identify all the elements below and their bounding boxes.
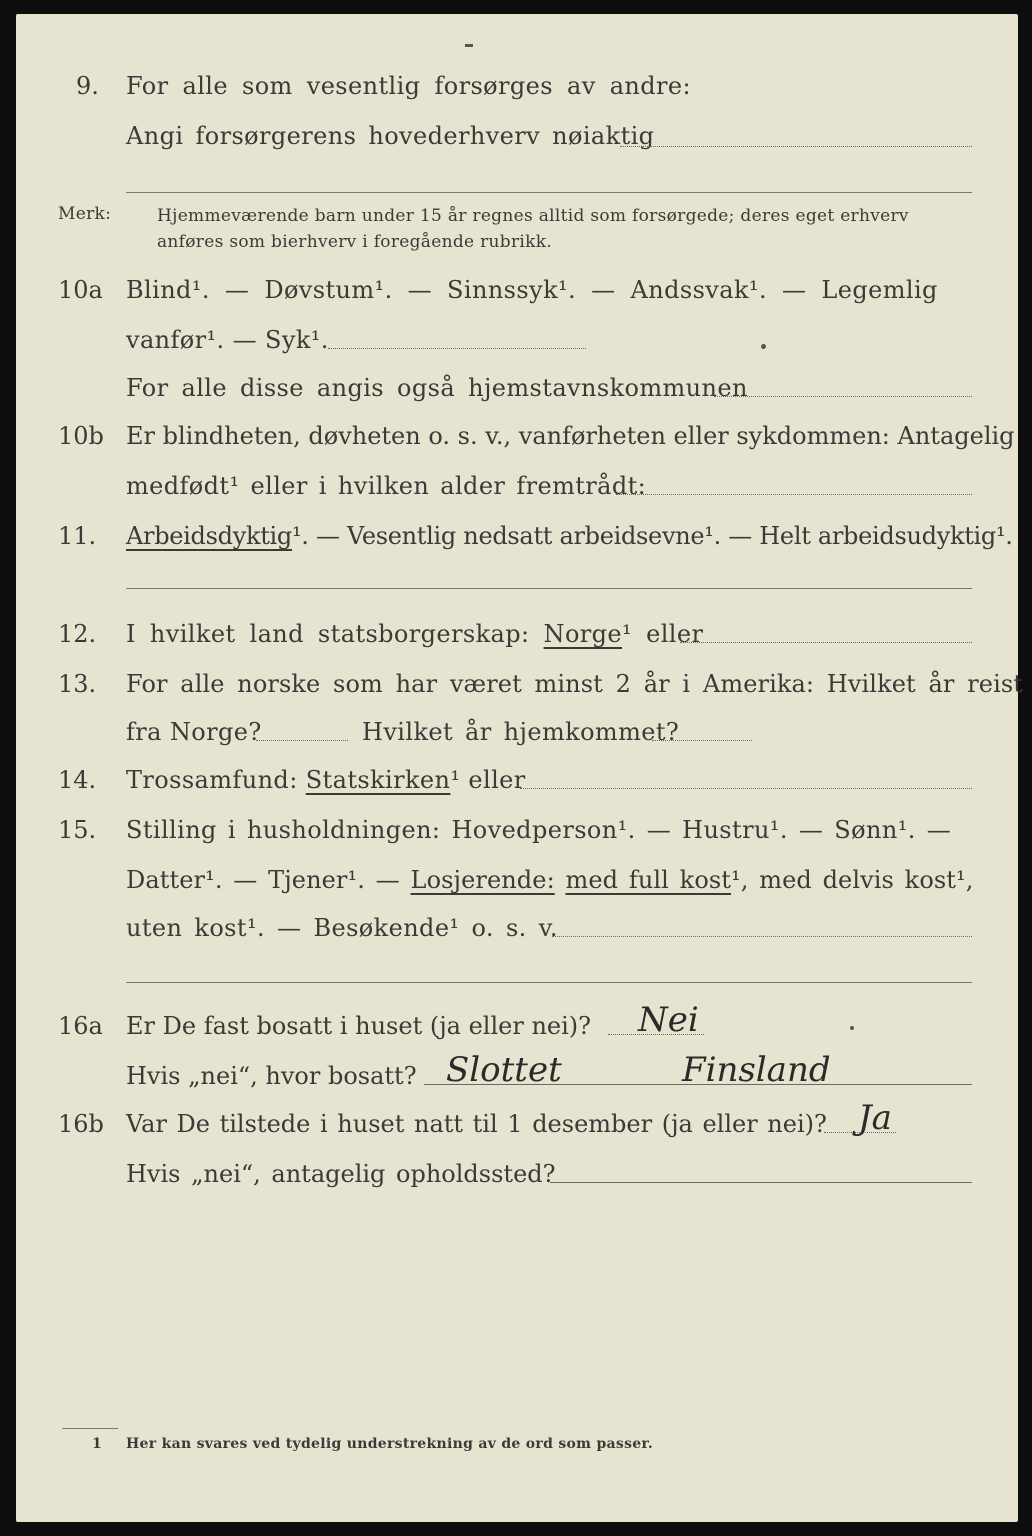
q10a-hjemstavn-field[interactable] (714, 396, 972, 397)
q11-rest: ¹. — Vesentlig nedsatt arbeidsevne¹. — Helt arbeidsudyktig¹. (291, 522, 1013, 550)
q15-line2 (126, 866, 974, 894)
footnote-marker: 1 (92, 1436, 103, 1452)
q10b-answer-field[interactable] (616, 494, 972, 495)
q11-blank-line (126, 588, 972, 589)
q12-before: I hvilket land statsborgerskap: (126, 620, 530, 648)
q9-number: 9. (76, 72, 99, 100)
q13-line2a: fra Norge? (126, 718, 262, 746)
q12-answer-field[interactable] (680, 642, 972, 643)
q11-arbeidsdyktig-underlined: Arbeidsdyktig (126, 522, 292, 550)
q16a-number: 16a (58, 1012, 103, 1040)
census-form-page (16, 14, 1024, 1522)
q14-answer-field[interactable] (520, 788, 972, 789)
q12-norge-underlined: Norge (543, 620, 623, 648)
q9-answer-field[interactable] (620, 146, 972, 147)
q15-losjerende-underlined: Losjerende: (410, 866, 555, 894)
q12-number: 12. (58, 620, 97, 648)
q15-line3: uten kost¹. — Besøkende¹ o. s. v. (126, 914, 558, 942)
merk-label: Merk: (58, 204, 112, 224)
q15-answer-field[interactable] (552, 936, 972, 937)
q16b-line2: Hvis „nei“, antagelig opholdssted? (126, 1160, 556, 1188)
q16a-line1: Er De fast bosatt i huset (ja eller nei)? (126, 1012, 592, 1040)
footnote-text: Her kan svares ved tydelig understrekning av de ord som passer. (126, 1436, 654, 1452)
q9-line2: Angi forsørgerens hovederhverv nøiaktig (126, 122, 655, 150)
q13-hjemkommet-field[interactable] (652, 740, 752, 741)
q16b-number: 16b (58, 1110, 104, 1138)
ink-dot (850, 1026, 854, 1030)
q15-line2a: Datter¹. — Tjener¹. — (126, 866, 400, 894)
q13-number: 13. (58, 670, 97, 698)
q14-before: Trossamfund: (126, 766, 298, 794)
q10a-line1: Blind¹. — Døvstum¹. — Sinnssyk¹. — Andssvak¹. — Legemlig (126, 276, 938, 304)
q14-after: ¹ eller (450, 766, 526, 794)
q16b-handwritten-answer: Ja (858, 1098, 892, 1138)
q11-number: 11. (58, 522, 97, 550)
q10a-line3: For alle disse angis også hjemstavnskommunen (126, 374, 748, 402)
q9-line1: For alle som vesentlig forsørges av andre: (126, 72, 692, 100)
q14-line (126, 766, 526, 794)
q14-statskirken-underlined: Statskirken (305, 766, 451, 794)
q16a-handwritten-answer: Nei (638, 1000, 699, 1040)
merk-line2: anføres som bierhverv i foregående rubrikk. (157, 232, 553, 252)
q10b-line2: medfødt¹ eller i hvilken alder fremtrådt: (126, 472, 647, 500)
q15-line2b: ¹, med delvis kost¹, (731, 866, 974, 894)
q15-blank-line (126, 982, 972, 983)
q16b-line1: Var De tilstede i huset natt til 1 desember (ja eller nei)? (126, 1110, 827, 1138)
footnote-rule (62, 1428, 118, 1429)
q11-options (126, 522, 1013, 550)
q12-line (126, 620, 703, 648)
q15-line1: Stilling i husholdningen: Hovedperson¹. — Hustru¹. — Sønn¹. — (126, 816, 952, 844)
ink-mark (465, 44, 473, 47)
q10a-number: 10a (58, 276, 103, 304)
q13-line2b: Hvilket år hjemkommet? (362, 718, 680, 746)
q16a-handwritten-place2: Finsland (682, 1050, 831, 1090)
q16b-opholdssted-field[interactable] (550, 1182, 972, 1183)
q13-reist-field[interactable] (256, 740, 348, 741)
q16a-line2: Hvis „nei“, hvor bosatt? (126, 1062, 417, 1090)
q16a-handwritten-place1: Slottet (446, 1050, 562, 1090)
merk-line1: Hjemmeværende barn under 15 år regnes alltid som forsørgede; deres eget erhverv (157, 206, 909, 226)
q9-blank-line (126, 192, 972, 193)
q14-number: 14. (58, 766, 97, 794)
q10b-number: 10b (58, 422, 104, 450)
ink-dot (761, 344, 766, 349)
q15-fullkost-underlined: med full kost (565, 866, 732, 894)
q10a-line2: vanfør¹. — Syk¹. (126, 326, 329, 354)
q10a-answer-field[interactable] (328, 348, 586, 349)
q13-line1: For alle norske som har været minst 2 år i Amerika: Hvilket år reist (126, 670, 1024, 698)
q12-after: ¹ eller (622, 620, 704, 648)
q15-number: 15. (58, 816, 97, 844)
q10b-line1: Er blindheten, døvheten o. s. v., vanførheten eller sykdommen: Antagelig (126, 422, 1015, 450)
